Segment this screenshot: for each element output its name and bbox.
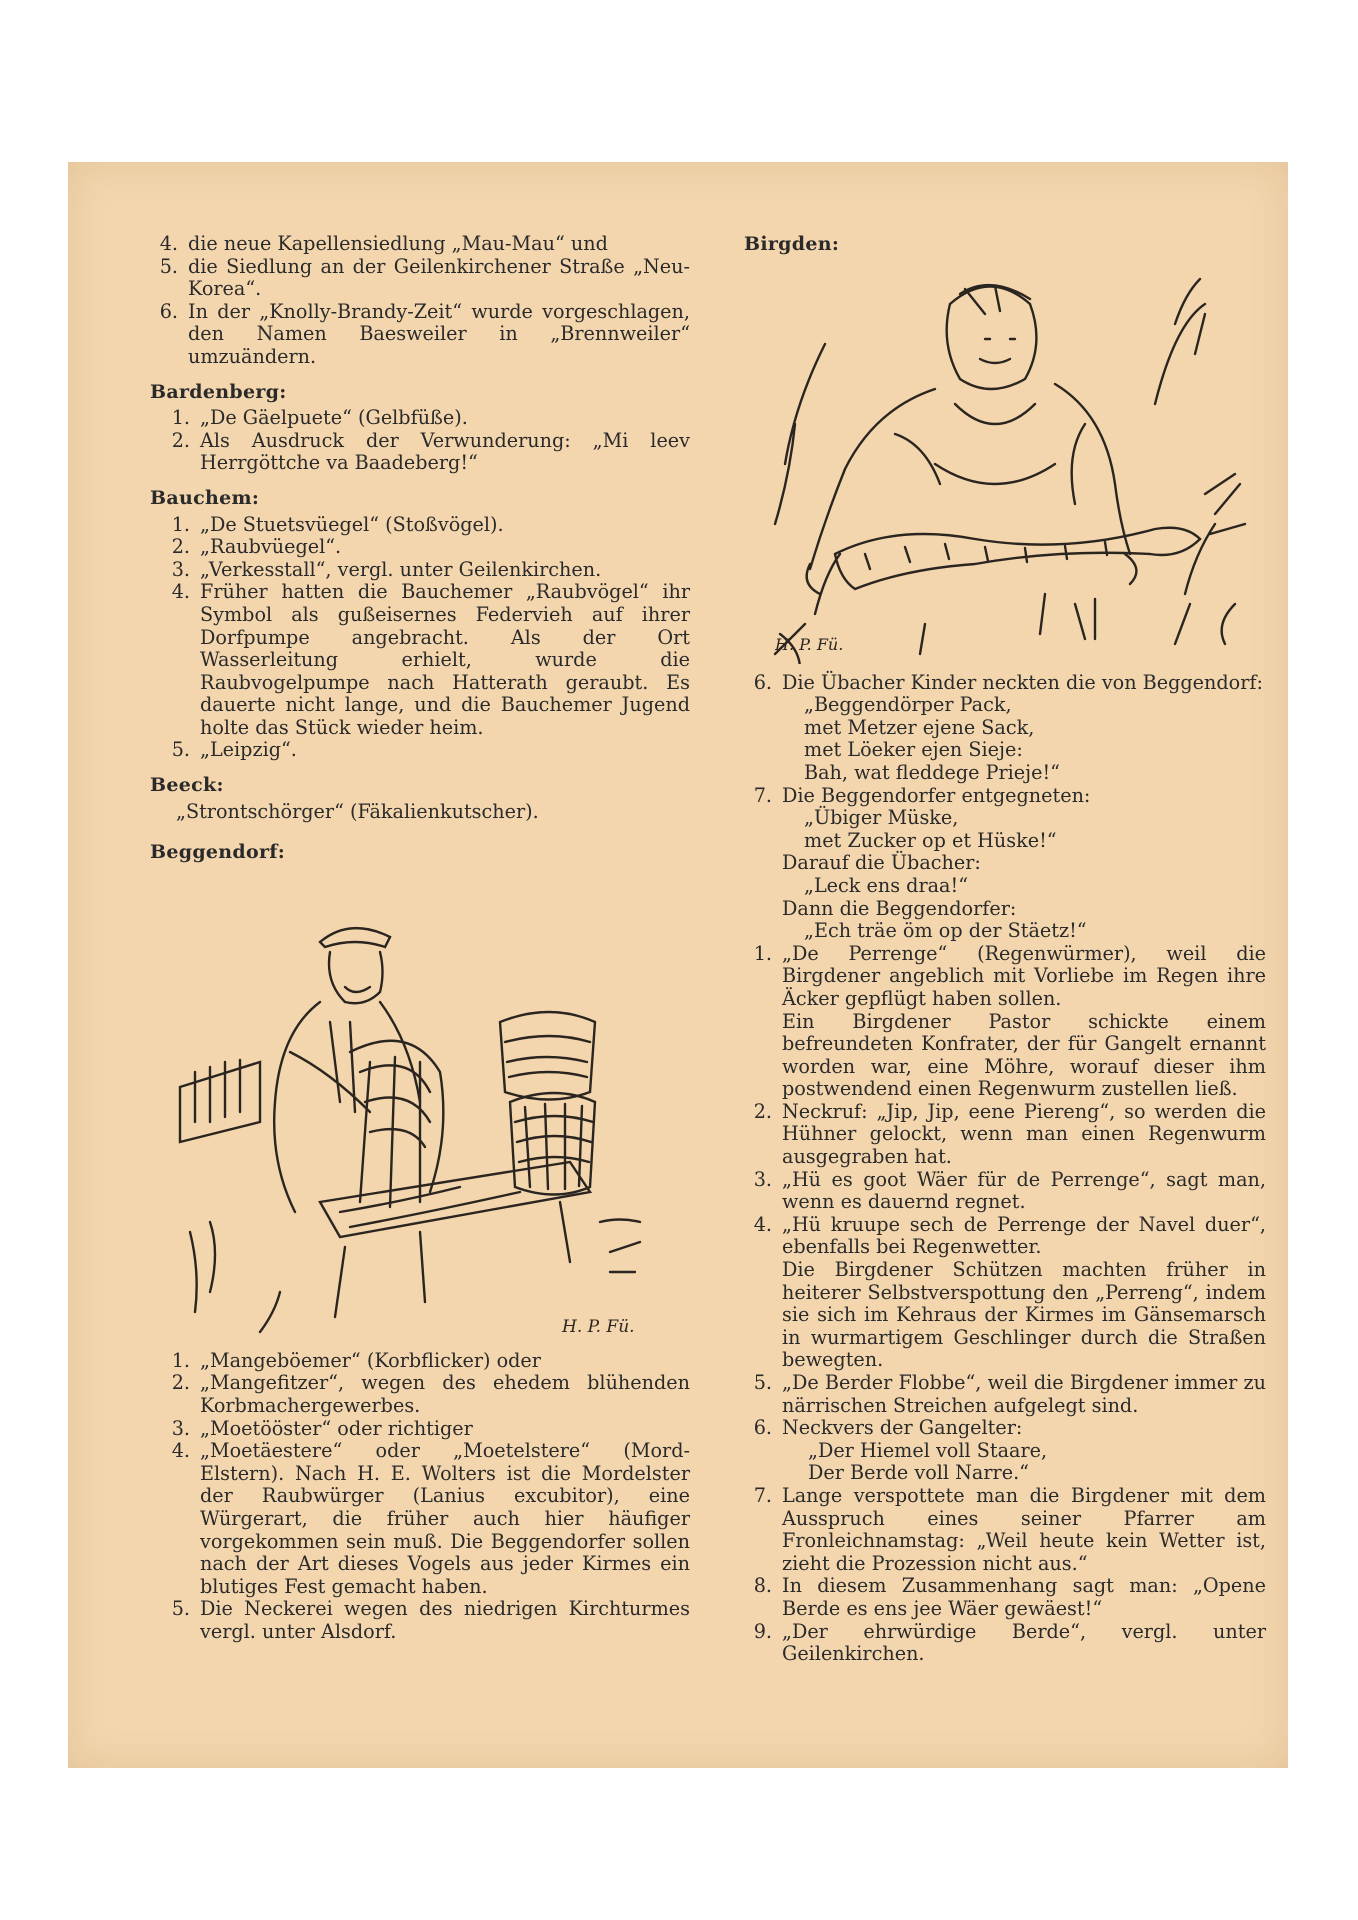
item-number: 1. xyxy=(753,941,772,965)
item-text xyxy=(782,1417,1266,1485)
bardenberg-list xyxy=(150,407,690,475)
list-item xyxy=(150,256,690,301)
item-number: 1. xyxy=(171,1348,190,1372)
item-number: 2. xyxy=(171,1371,190,1395)
item-number: 4. xyxy=(171,1439,190,1463)
item-text xyxy=(782,943,1266,1101)
list-item xyxy=(150,1372,690,1417)
item-number: 5. xyxy=(753,1371,772,1394)
item-text: „Hü es goot Wäer für de Perrenge“, sagt man, wenn es dauernd regnet. xyxy=(782,1167,1266,1214)
item-number: 1. xyxy=(171,406,190,430)
list-item xyxy=(150,1440,690,1598)
item-number: 1. xyxy=(171,512,190,536)
list-item xyxy=(150,739,690,762)
rhyme-uebiger xyxy=(744,807,1266,852)
item-text: „Raubvüegel“. xyxy=(200,535,342,559)
basket-maker-illustration xyxy=(170,872,670,1342)
list-item xyxy=(150,233,690,256)
item-number: 6. xyxy=(753,1416,772,1440)
verse-line: „Der Hiemel voll Staare, xyxy=(808,1438,1048,1462)
item-text: „De Gäelpuete“ (Gelbfüße). xyxy=(200,406,468,430)
heading-beggendorf: Beggendorf: xyxy=(150,841,286,864)
list-item xyxy=(744,672,1266,695)
item-extra-text: Ein Birgdener Pastor schickte einem befreundeten Konfrater, der für Gangelt ernannt worden war, eine Möhre, worauf dieser ihm postwendend einen Regenwurm zustellen ließ. xyxy=(782,1009,1266,1101)
item-text: In diesem Zusammenhang sagt man: „Opene Berde es ens jee Wäer gewäest!“ xyxy=(782,1574,1266,1620)
item-number: 3. xyxy=(171,557,190,581)
item-number: 7. xyxy=(753,783,772,807)
item-main-text: „Hü kruupe sech de Perrenge der Navel duer“, ebenfalls bei Regenwetter. xyxy=(782,1212,1266,1259)
list-item xyxy=(744,1372,1266,1417)
item-number: 2. xyxy=(171,535,190,559)
item-number: 4. xyxy=(159,232,178,255)
list-item xyxy=(744,943,1266,1101)
list-item xyxy=(150,1598,690,1643)
rhyme-line: met Metzer ejene Sack, xyxy=(804,715,1035,739)
item-number: 6. xyxy=(159,299,178,323)
item-number: 2. xyxy=(753,1099,772,1123)
item-number: 7. xyxy=(753,1483,772,1507)
list-item xyxy=(744,1101,1266,1169)
item-text: In der „Knolly-Brandy-Zeit“ wurde vorgeschlagen, den Namen Baesweiler in „Brennweiler“ umzuändern. xyxy=(188,299,690,368)
list-item xyxy=(150,407,690,430)
list-item xyxy=(150,581,690,739)
item-number: 4. xyxy=(753,1212,772,1236)
rhyme-beggendoerper xyxy=(744,694,1266,784)
item-text: „Mangefitzer“, wegen des ehedem blühenden Korbmachergewerbes. xyxy=(200,1371,690,1418)
list-item xyxy=(744,1485,1266,1575)
list-item xyxy=(744,1621,1266,1666)
list-item xyxy=(744,1417,1266,1485)
list-item xyxy=(150,536,690,559)
item-number: 3. xyxy=(753,1167,772,1191)
rhyme-line: Bah, wat fleddege Prieje!“ xyxy=(804,760,1060,784)
item-text: Die Übacher Kinder neckten die von Beggendorf: xyxy=(782,670,1263,694)
heading-birgden: Birgden: xyxy=(744,233,840,255)
illustration-signature: H. P. Fü. xyxy=(775,634,844,654)
rhyme-line: met Löeker ejen Sieje: xyxy=(804,738,1023,762)
item-number: 5. xyxy=(171,1597,190,1621)
item-text: Als Ausdruck der Verwunderung: „Mi leev Herrgöttche va Baadeberg!“ xyxy=(200,428,690,475)
list-item xyxy=(150,1418,690,1441)
heading-bardenberg: Bardenberg: xyxy=(150,380,287,403)
item-main-text: Neckvers der Gangelter: xyxy=(782,1416,1023,1440)
list-item xyxy=(150,430,690,475)
item-text: „Leipzig“. xyxy=(200,738,297,762)
item-text: die Siedlung an der Geilenkirchener Straße „Neu-Korea“. xyxy=(188,254,690,301)
item-text: „Der ehrwürdige Berde“, vergl. unter Geilenkirchen. xyxy=(782,1619,1266,1666)
item-number: 5. xyxy=(171,738,190,762)
item-number: 9. xyxy=(753,1619,772,1643)
item-number: 6. xyxy=(753,670,772,694)
item-text: Lange verspottete man die Birgdener mit dem Ausspruch eines seiner Pfarrer am Fronleichnamstag: „Weil heute kein Wetter ist, zieht die Prozession nicht aus.“ xyxy=(782,1483,1266,1575)
rhyme-line: „Übiger Müske, xyxy=(804,806,959,830)
list-item xyxy=(150,514,690,537)
item-number: 3. xyxy=(171,1416,190,1440)
heading-beeck: Beeck: xyxy=(150,774,224,797)
list-item xyxy=(744,785,1266,808)
beggendorf-list xyxy=(150,1350,690,1644)
reply-beggendorfer: Dann die Beggendorfer: xyxy=(782,896,1017,920)
item-text xyxy=(782,1214,1266,1372)
item-number: 5. xyxy=(159,254,178,278)
item-text: „De Stuetsvüegel“ (Stoßvögel). xyxy=(200,512,504,536)
list-item xyxy=(150,1350,690,1373)
list-item xyxy=(744,1575,1266,1620)
item-text: „Mangeböemer“ (Korbflicker) oder xyxy=(200,1348,541,1372)
rhyme-line: met Zucker op et Hüske!“ xyxy=(804,828,1057,852)
right-column xyxy=(744,233,1266,1666)
boy-worm-illustration xyxy=(755,264,1255,664)
birgden-list xyxy=(744,943,1266,1666)
item-text: „Verkesstall“, vergl. unter Geilenkirchen. xyxy=(200,557,602,581)
item-text: „De Berder Flobbe“, weil die Birgdener immer zu närrischen Streichen aufgelegt sind. xyxy=(782,1371,1266,1417)
item-text: die neue Kapellensiedlung „Mau-Mau“ und xyxy=(188,232,608,255)
item-text: Die Beggendorfer entgegneten: xyxy=(782,783,1091,807)
reply-uebacher-quote: „Leck ens draa!“ xyxy=(804,873,969,897)
reply-uebacher: Darauf die Übacher: xyxy=(782,851,981,875)
item-text: „Moetäestere“ oder „Moetelstere“ (Mord-Elstern). Nach H. E. Wolters ist die Mordelster der Raubwürger (Lanius excubitor), eine Würgerart, die früher auch hier häufiger vorgekommen sein muß. Die Beggendorfer sollen nach der Art dieses Vogels aus jeder Kirmes ein blutiges Fest gemacht haben. xyxy=(200,1439,690,1598)
verse-line: Der Berde voll Narre.“ xyxy=(808,1461,1029,1485)
rhyme-line: „Beggendörper Pack, xyxy=(804,693,1012,717)
item-main-text: „De Perrenge“ (Regenwürmer), weil die Birgdener angeblich mit Vorliebe im Regen ihre Äcker gepflügt haben sollen. xyxy=(782,941,1266,1010)
item-number: 2. xyxy=(171,428,190,452)
item-text: Die Neckerei wegen des niedrigen Kirchturmes vergl. unter Alsdorf. xyxy=(200,1597,690,1643)
item-number: 4. xyxy=(171,580,190,604)
item-text: „Moetööster“ oder richtiger xyxy=(200,1416,473,1440)
list-item xyxy=(744,1214,1266,1372)
item-text: Früher hatten die Bauchemer „Raubvögel“ ihr Symbol als gußeisernes Federvieh auf ihrer Dorfpumpe angebracht. Als der Ort Wasserleitung erhielt, wurde die Raubvogelpumpe nach Hatterath geraubt. Es dauerte nicht lange, und die Bauchemer Jugend holte das Stück wieder heim. xyxy=(200,580,690,739)
illustration-signature: H. P. Fü. xyxy=(562,1316,635,1337)
item-text: Neckruf: „Jip, Jip, eene Piereng“, so werden die Hühner gelockt, wenn man einen Regenwurm ausgegraben hat. xyxy=(782,1099,1266,1169)
reply-beggendorfer-quote: „Ech träe öm op der Stäetz!“ xyxy=(804,919,1087,943)
item-extra-text: Die Birgdener Schützen machten früher in heiterer Selbstverspottung den „Perreng“, indem sie sich im Kehraus der Kirmes im Gänsemarsch in wurmartigem Geschlinger durch die Straßen bewegten. xyxy=(782,1258,1266,1372)
heading-bauchem: Bauchem: xyxy=(150,486,260,509)
beeck-text: „Strontschörger“ (Fäkalienkutscher). xyxy=(176,799,539,823)
bauchem-list xyxy=(150,514,690,763)
left-column xyxy=(150,233,690,1656)
list-item xyxy=(744,1169,1266,1214)
list-item xyxy=(150,301,690,369)
intro-list xyxy=(150,233,690,369)
item-number: 8. xyxy=(753,1574,772,1598)
list-item xyxy=(150,559,690,582)
